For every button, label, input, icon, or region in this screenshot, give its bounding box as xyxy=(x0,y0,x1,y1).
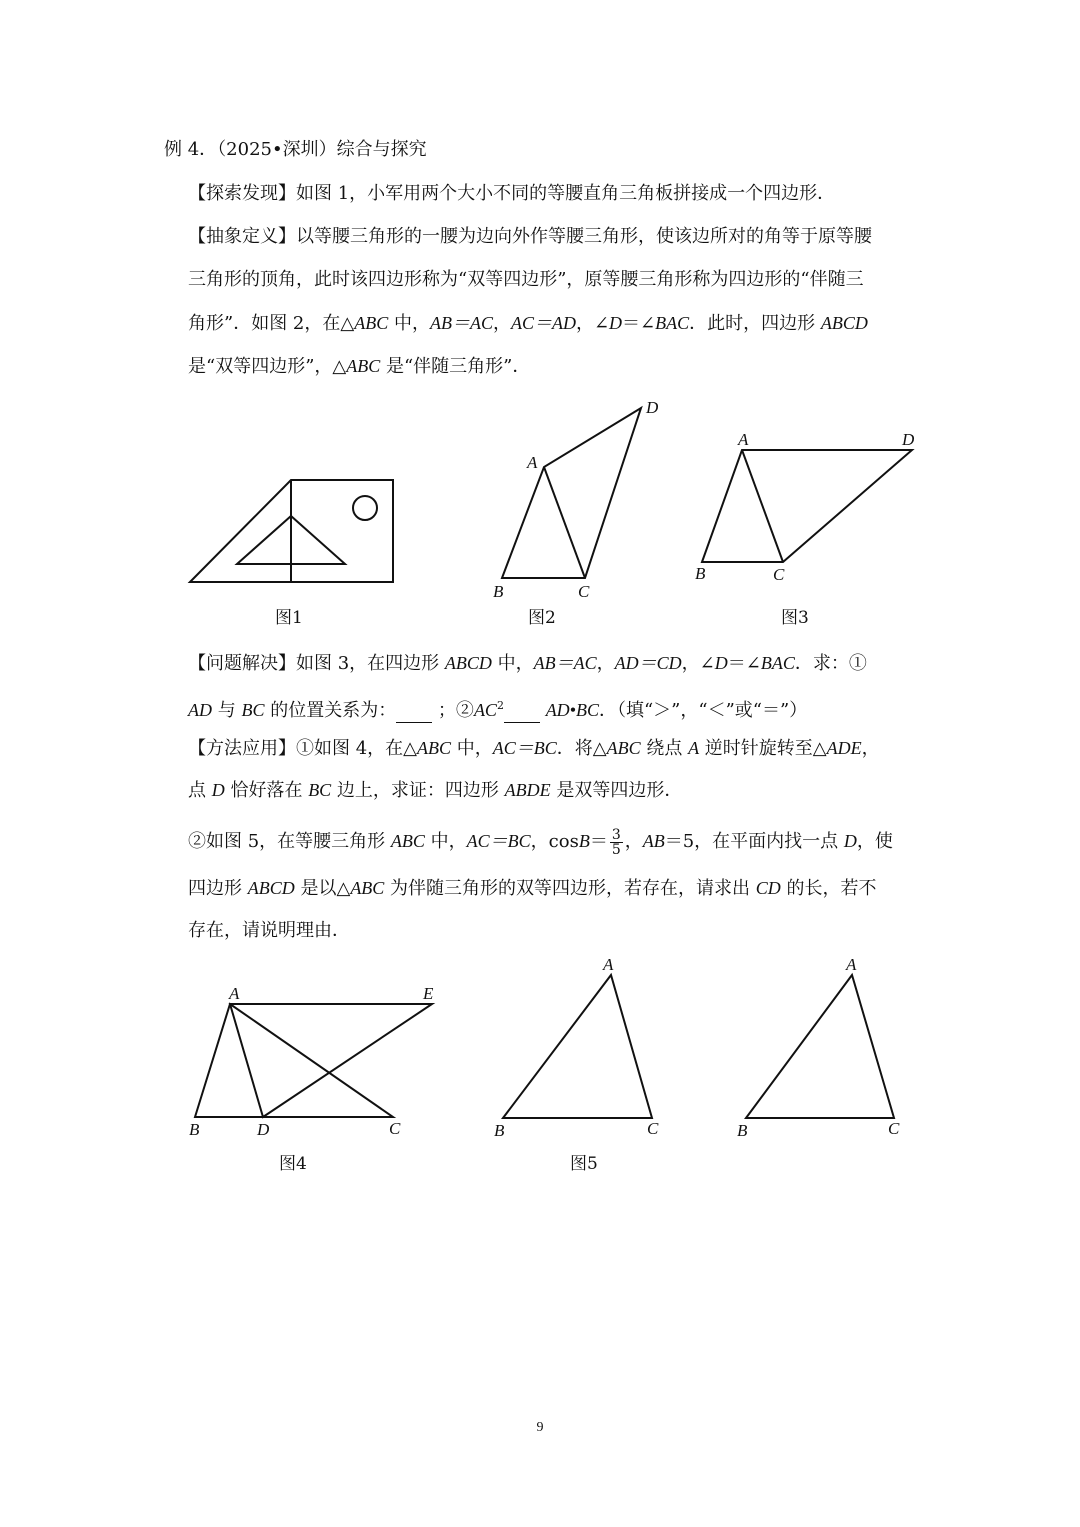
apply-line-1: ②如图 5，在等腰三角形 ABC 中，AC＝BC，cosB＝ $\frac{3}{5}$ ，AB＝5，在平面内找一点 D，使 xyxy=(188,826,893,858)
fig5-left-label-B: B xyxy=(494,1121,505,1140)
page-number: 9 xyxy=(536,1420,544,1435)
fig5-right-label-B: B xyxy=(737,1121,748,1140)
definition-line-2: 三角形的顶角，此时该四边形称为“双等四边形”，原等腰三角形称为四边形的“伴随三 xyxy=(188,269,864,290)
caption-fig5: 图5 xyxy=(570,1154,598,1174)
problem-header: 例 4．（2025•深圳）综合与探究 xyxy=(164,139,427,160)
problem-line-2: AD 与 BC 的位置关系为： ；$②AC^2$ AD•BC．（填“＞”，“＜”或“＝”） xyxy=(188,699,808,721)
fig2-label-D: D xyxy=(646,398,659,417)
fig2-label-C: C xyxy=(578,582,590,601)
apply-line-2: 四边形 ABCD 是以△ABC 为伴随三角形的双等四边形，若存在，请求出 CD 的长，若不 xyxy=(188,878,877,899)
figure-2-quadrilateral xyxy=(502,408,641,578)
fig2-label-B: B xyxy=(493,582,504,601)
fig4-label-B: B xyxy=(189,1120,200,1139)
figure-5-triangle-right xyxy=(746,975,894,1118)
fig3-label-D: D xyxy=(902,430,915,449)
caption-fig4: 图4 xyxy=(279,1154,307,1174)
fig3-label-C: C xyxy=(773,565,785,584)
fig4-label-E: E xyxy=(423,984,434,1003)
method-line-1: 【方法应用】①如图 4，在△ABC 中，AC＝BC．将△ABC 绕点 A 逆时针旋转至△ADE， xyxy=(188,738,880,759)
caption-fig2: 图2 xyxy=(528,608,556,628)
fig2-label-A: A xyxy=(527,453,538,472)
apply-line-3: 存在，请说明理由． xyxy=(188,920,350,941)
method-line-2: 点 D 恰好落在 BC 边上，求证：四边形 ABDE 是双等四边形． xyxy=(188,780,683,801)
figure-3-quadrilateral xyxy=(702,450,912,562)
caption-fig3: 图3 xyxy=(781,608,809,628)
explore-paragraph: 【探索发现】如图 1，小军用两个大小不同的等腰直角三角板拼接成一个四边形． xyxy=(188,183,836,204)
caption-fig1: 图1 xyxy=(275,608,303,628)
fig5-right-label-A: A xyxy=(846,955,857,974)
fig5-right-label-C: C xyxy=(888,1119,900,1138)
definition-line-4: 是“双等四边形”，△ABC 是“伴随三角形”． xyxy=(188,356,531,377)
fig5-left-label-C: C xyxy=(647,1119,659,1138)
fig5-left-label-A: A xyxy=(603,955,614,974)
fig4-label-C: C xyxy=(389,1119,401,1138)
problem-line-1: 【问题解决】如图 3，在四边形 ABCD 中，AB＝AC，AD＝CD，∠D＝∠BAC．求：① xyxy=(188,653,867,674)
figure-4-rotation xyxy=(195,1004,432,1117)
fig4-label-D: D xyxy=(257,1120,270,1139)
figure-5-triangle-left xyxy=(503,975,652,1118)
definition-line-1: 【抽象定义】以等腰三角形的一腰为边向外作等腰三角形，使该边所对的角等于原等腰 xyxy=(188,226,872,247)
figure-1-set-squares xyxy=(190,480,393,582)
fig3-label-B: B xyxy=(695,564,706,583)
fraction-three-fifths: $\frac{3}{5}$ xyxy=(611,826,621,858)
fig4-label-A: A xyxy=(229,984,240,1003)
fig3-label-A: A xyxy=(738,430,749,449)
definition-line-3: 角形”．如图 2，在△ABC 中，AB＝AC，AC＝AD，∠D＝∠BAC．此时，四边形 ABCD xyxy=(188,313,868,334)
